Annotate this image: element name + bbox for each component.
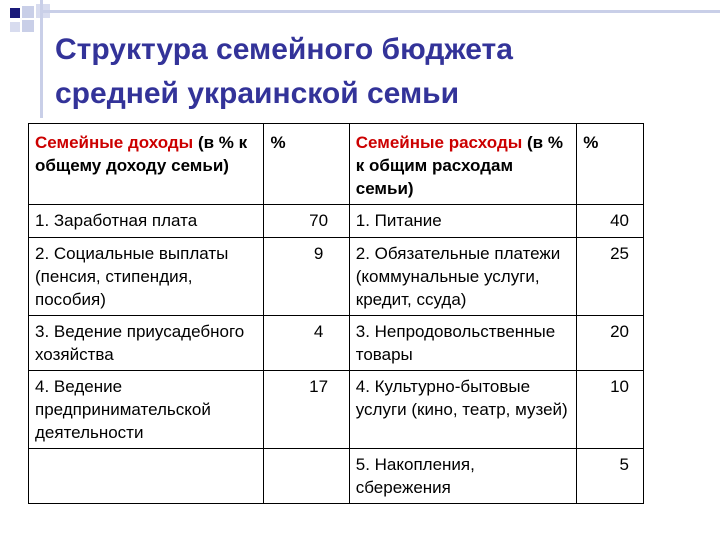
- decor-horizontal-line: [40, 10, 720, 13]
- income-pct-cell: 4: [264, 316, 349, 371]
- table-row: [29, 371, 644, 449]
- table-row: [29, 449, 644, 504]
- income-cell: 1. Заработная плата: [29, 205, 264, 238]
- header-income-pct: %: [264, 124, 349, 205]
- income-cell: [29, 449, 264, 504]
- expense-cell: 5. Накопления, сбережения: [349, 449, 577, 504]
- title-line-2: средней украинской семьи: [55, 77, 460, 110]
- decor-square: [10, 8, 20, 18]
- income-pct-cell: [264, 449, 349, 504]
- income-pct-cell: 9: [264, 238, 349, 316]
- header-expense-pct: %: [577, 124, 644, 205]
- expense-pct-cell: 40: [577, 205, 644, 238]
- income-cell: 4. Ведение предпринимательской деятельности: [29, 371, 264, 449]
- header-expense: [349, 124, 577, 205]
- decor-square: [22, 6, 34, 18]
- decor-square: [10, 22, 20, 32]
- table-row: [29, 238, 644, 316]
- header-expense-colored: Семейные расходы: [355, 133, 523, 152]
- expense-pct-cell: 20: [577, 316, 644, 371]
- header-income-colored: Семейные доходы: [35, 133, 194, 152]
- income-pct-cell: 17: [264, 371, 349, 449]
- income-pct-cell: 70: [264, 205, 349, 238]
- header-income: [29, 124, 264, 205]
- decor-square: [22, 20, 34, 32]
- decor-vertical-line: [40, 0, 43, 118]
- expense-pct-cell: 5: [577, 449, 644, 504]
- table-header-row: [29, 124, 644, 205]
- header-income-rest: (в % к общему доходу семьи): [35, 133, 248, 175]
- expense-cell: 4. Культурно-бытовые услуги (кино, театр, музей): [349, 371, 577, 449]
- header-expense-rest: (в % к общим расходам семьи): [355, 133, 563, 198]
- expense-pct-cell: 10: [577, 371, 644, 449]
- expense-cell: 1. Питание: [349, 205, 577, 238]
- slide-title: [55, 28, 513, 116]
- income-cell: 3. Ведение приусадебного хозяйства: [29, 316, 264, 371]
- table-row: [29, 205, 644, 238]
- expense-cell: 3. Непродовольственные товары: [349, 316, 577, 371]
- expense-cell: 2. Обязательные платежи (коммунальные услуги, кредит, ссуда): [349, 238, 577, 316]
- table-row: [29, 316, 644, 371]
- budget-table: [28, 123, 644, 504]
- income-cell: 2. Социальные выплаты (пенсия, стипендия, пособия): [29, 238, 264, 316]
- title-line-1: Структура семейного бюджета: [55, 33, 513, 66]
- expense-pct-cell: 25: [577, 238, 644, 316]
